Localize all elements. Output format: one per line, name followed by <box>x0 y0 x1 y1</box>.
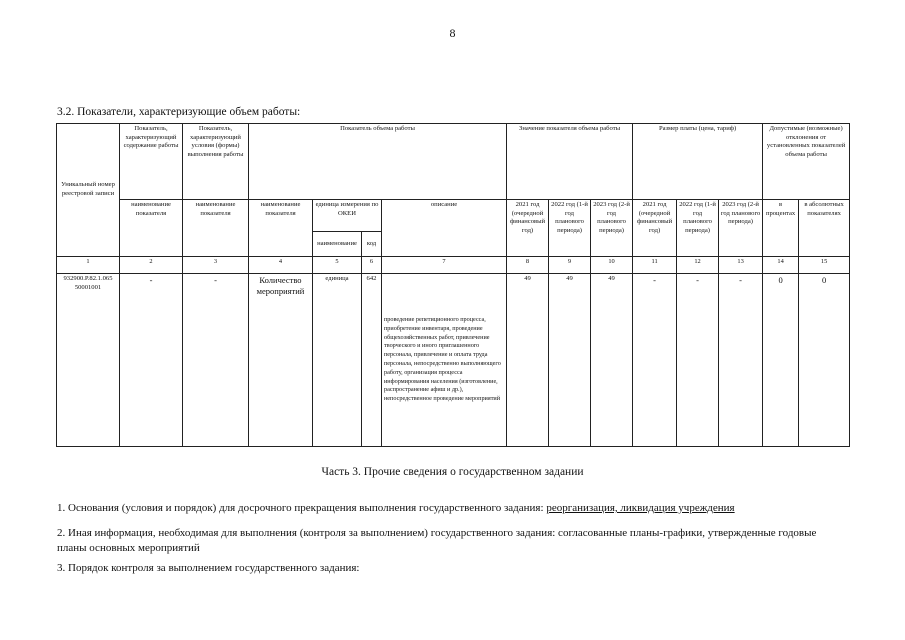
column-number: 8 <box>507 257 549 274</box>
cell-unit-name: единица <box>313 274 362 447</box>
column-number: 12 <box>677 257 719 274</box>
part3-title: Часть 3. Прочие сведения о государственном задании <box>321 466 584 478</box>
column-number: 6 <box>362 257 382 274</box>
header-volume-indicator: Показатель объема работы <box>249 124 507 200</box>
header-indicator-name: наименование показателя <box>249 200 313 257</box>
header-deviation-percent: в процентах <box>763 200 799 257</box>
page-number: 8 <box>449 26 456 40</box>
column-number: 2 <box>120 257 183 274</box>
header-value-2022: 2022 год (1-й год планового периода) <box>549 200 591 257</box>
cell-content: - <box>120 274 183 447</box>
header-volume-value: Значение показателя объема работы <box>507 124 633 200</box>
column-number: 15 <box>799 257 850 274</box>
paragraph-early-termination <box>57 501 847 516</box>
paragraph-other-information: 2. Иная информация, необходимая для выполнения (контроля за выполнением) государственного задания: согласованные планы-графики, утвержденные годовые планы основных мероприятий <box>57 527 817 554</box>
cell-indicator-name: Количество мероприятий <box>249 274 313 447</box>
cell-fee-2023: - <box>719 274 763 447</box>
header-allowed-deviation: Допустимые (возможные) отклонения от установленных показателей объема работы <box>763 124 850 200</box>
paragraph-early-termination-label: 1. Основания (условия и порядок) для досрочного прекращения выполнения государственного задания: <box>57 502 547 514</box>
header-fee-2023: 2023 год (2-й год планового периода) <box>719 200 763 257</box>
header-content-indicator: Показатель, характеризующий содержание работы <box>120 124 183 200</box>
column-number: 10 <box>591 257 633 274</box>
header-okei-code: код <box>362 232 382 257</box>
cell-deviation-absolute: 0 <box>799 274 850 447</box>
cell-unique-number: 932900.Р.82.1.065 50001001 <box>57 274 120 447</box>
column-number: 7 <box>382 257 507 274</box>
header-fee-2021: 2021 год (очередной финансовый год) <box>633 200 677 257</box>
header-unique-number: Уникальный номер реестровой записи <box>57 124 120 257</box>
cell-value-2022: 49 <box>549 274 591 447</box>
cell-fee-2021: - <box>633 274 677 447</box>
header-conditions-indicator: Показатель, характеризующий условия (формы) выполнения работы <box>183 124 249 200</box>
paragraph-early-termination-value: реорганизация, ликвидация учреждения <box>546 502 735 514</box>
header-deviation-absolute: в абсолютных показателях <box>799 200 850 257</box>
header-value-2021: 2021 год (очередной финансовый год) <box>507 200 549 257</box>
column-number: 11 <box>633 257 677 274</box>
column-number: 9 <box>549 257 591 274</box>
header-okei-unit: единица измерения по ОКЕИ <box>313 200 382 232</box>
column-number: 5 <box>313 257 362 274</box>
header-description: описание <box>382 200 507 257</box>
header-fee-size: Размер платы (цена, тариф) <box>633 124 763 200</box>
column-number: 4 <box>249 257 313 274</box>
header-indicator-name: наименование показателя <box>183 200 249 257</box>
cell-fee-2022: - <box>677 274 719 447</box>
section-title: 3.2. Показатели, характеризующие объем работы: <box>57 106 301 118</box>
column-number: 1 <box>57 257 120 274</box>
cell-unit-code: 642 <box>362 274 382 447</box>
column-number: 3 <box>183 257 249 274</box>
volume-indicators-table <box>56 123 850 447</box>
header-fee-2022: 2022 год (1-й год планового периода) <box>677 200 719 257</box>
cell-value-2023: 49 <box>591 274 633 447</box>
header-indicator-name: наименование показателя <box>120 200 183 257</box>
cell-conditions: - <box>183 274 249 447</box>
header-okei-name: наименование <box>313 232 362 257</box>
paragraph-control-procedure: 3. Порядок контроля за выполнением государственного задания: <box>57 562 360 574</box>
column-number: 13 <box>719 257 763 274</box>
cell-value-2021: 49 <box>507 274 549 447</box>
header-value-2023: 2023 год (2-й год планового периода) <box>591 200 633 257</box>
cell-deviation-percent: 0 <box>763 274 799 447</box>
column-number: 14 <box>763 257 799 274</box>
cell-description: проведение репетиционного процесса, приобретение инвентаря, проведение общехозяйственных работ, привлечение творческого и иного приглашенного персонала, привлечение и оплата труда персонала, непосредственно выполняющего работу, организация процесса информирования населения (изготовление, распространение афиш и др.), непосредственное проведение мероприятий <box>382 274 507 447</box>
table-row <box>57 274 850 447</box>
